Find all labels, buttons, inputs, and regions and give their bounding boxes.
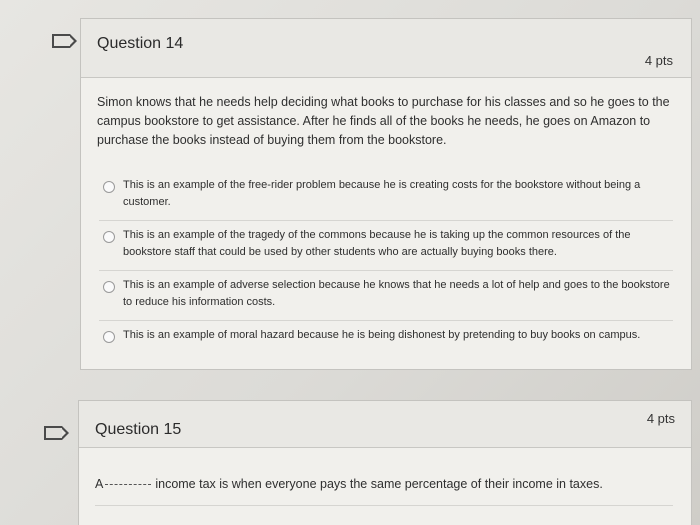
question-text: Simon knows that he needs help deciding what books to purchase for his classes and so he goes to the campus bookstore to get assistance. After he finds all of the books he needs, he goes on Amazon to purchase the books instead of buying them from the bookstore. [97, 95, 670, 147]
question-points: 4 pts [646, 411, 675, 426]
answer-option[interactable] [99, 325, 673, 353]
question-14-card [80, 18, 692, 370]
answer-label[interactable]: This is an example of adverse selection because he knows that he needs a lot of help and goes to the bookstore to reduce his information costs. [123, 279, 670, 308]
question-title: Question 14 [97, 35, 184, 52]
answer-option[interactable] [99, 275, 673, 321]
question-text-suffix: income tax is when everyone pays the same percentage of their income in taxes. [155, 477, 603, 491]
question-15-card [78, 400, 692, 525]
answer-label[interactable]: This is an example of moral hazard because he is being dishonest by pretending to buy books on campus. [123, 329, 641, 341]
fill-in-blank[interactable] [105, 484, 151, 485]
question-14-header [81, 19, 691, 78]
radio-button[interactable] [103, 281, 115, 293]
answer-label[interactable]: This is an example of the tragedy of the commons because he is taking up the common resources of the bookstore staff that could be used by other students who are actually buying books there. [123, 229, 631, 258]
answer-divider [95, 505, 673, 506]
radio-button[interactable] [103, 231, 115, 243]
radio-button[interactable] [103, 181, 115, 193]
question-text-prefix: A [95, 477, 104, 491]
question-title: Question 15 [95, 421, 182, 438]
flag-question-icon[interactable] [44, 426, 62, 440]
answer-option[interactable] [99, 175, 673, 221]
radio-button[interactable] [103, 331, 115, 343]
question-points: 4 pts [644, 53, 673, 68]
answer-option[interactable] [99, 225, 673, 271]
flag-question-icon[interactable] [52, 34, 70, 48]
question-15-header [79, 401, 691, 448]
question-text [95, 475, 675, 494]
answer-label[interactable]: This is an example of the free-rider problem because he is creating costs for the bookstore without being a customer. [123, 179, 641, 208]
